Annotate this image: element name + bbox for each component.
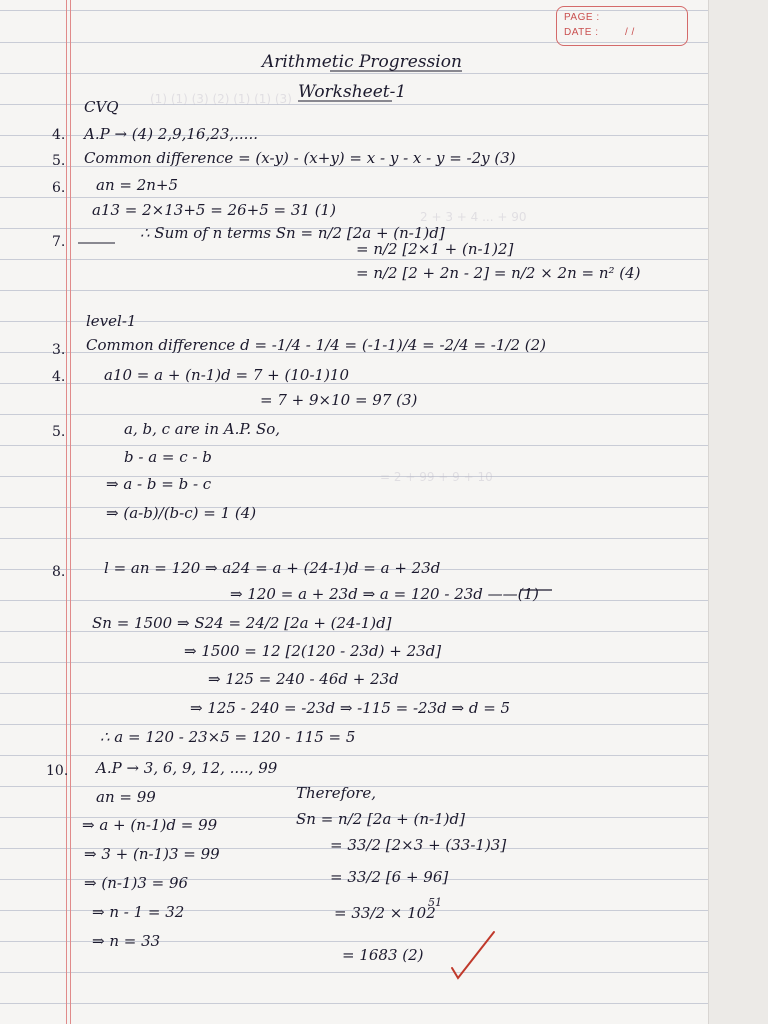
answer-line: a13 = 2×13+5 = 26+5 = 31 (1) (92, 201, 336, 219)
section-cvq: CVQ (84, 98, 119, 116)
answer-line: ⇒ n = 33 (92, 932, 161, 950)
bleed-through: = 2 + 99 + 9 + 10 (380, 470, 493, 484)
answer-line: = 33/2 × 102 (334, 904, 436, 922)
answer-line: ⇒ a + (n-1)d = 99 (82, 816, 218, 834)
answer-line: = 33/2 [6 + 96] (330, 868, 449, 886)
question-number: 4. (52, 369, 66, 385)
answer-line: ⇒ 120 = a + 23d ⇒ a = 120 - 23d ——(1) (230, 585, 539, 603)
superscript-note: 51 (428, 896, 442, 909)
answer-line: ⇒ 125 = 240 - 46d + 23d (208, 670, 399, 688)
page-title: Arithmetic Progression (262, 52, 462, 72)
bleed-through: 2 + 3 + 4 ... + 90 (420, 210, 527, 224)
page-subtitle: Worksheet-1 (298, 82, 407, 102)
answer-line: = n/2 [2 + 2n - 2] = n/2 × 2n = n² (4) (356, 264, 641, 282)
answer-line: = 7 + 9×10 = 97 (3) (260, 391, 418, 409)
question-number: 8. (52, 564, 66, 580)
answer-line: A.P → 3, 6, 9, 12, ...., 99 (96, 759, 278, 777)
answer-line: Common difference = (x-y) - (x+y) = x - y - x - y = -2y (3) (84, 149, 516, 167)
answer-line: Common difference d = -1/4 - 1/4 = (-1-1)/4 = -2/4 = -1/2 (2) (86, 336, 547, 354)
answer-line: Therefore, (296, 784, 376, 802)
answer-line: b - a = c - b (124, 448, 212, 466)
page-label: PAGE : (564, 12, 600, 23)
question-number: 4. (52, 127, 66, 143)
answer-line: = n/2 [2×1 + (n-1)2] (356, 240, 514, 258)
answer-line: l = an = 120 ⇒ a24 = a + (24-1)d = a + 23d (104, 559, 441, 577)
answer-line: an = 99 (96, 788, 156, 806)
section-level-1: level-1 (86, 312, 137, 330)
question-number: 3. (52, 342, 66, 358)
answer-line: an = 2n+5 (96, 176, 179, 194)
question-number: 5. (52, 424, 66, 440)
bleed-through: (1) (1) (3) (2) (1) (1) (3) (150, 92, 292, 106)
date-value: / / (625, 27, 635, 38)
answer-line: ⇒ 125 - 240 = -23d ⇒ -115 = -23d ⇒ d = 5 (190, 699, 511, 717)
answer-line: ⇒ 1500 = 12 [2(120 - 23d) + 23d] (184, 642, 442, 660)
answer-line: ⇒ 3 + (n-1)3 = 99 (84, 845, 220, 863)
answer-line: = 1683 (2) (342, 946, 424, 964)
answer-line: ⇒ (n-1)3 = 96 (84, 874, 189, 892)
question-number: 6. (52, 180, 66, 196)
answer-line: Sn = 1500 ⇒ S24 = 24/2 [2a + (24-1)d] (92, 614, 392, 632)
date-label: DATE : (564, 27, 599, 38)
answer-line: ⇒ n - 1 = 32 (92, 903, 185, 921)
question-number: 10. (46, 763, 69, 779)
answer-line: Sn = n/2 [2a + (n-1)d] (296, 810, 465, 828)
answer-line: ⇒ a - b = b - c (106, 475, 212, 493)
question-number: 7. (52, 234, 66, 250)
answer-line: = 33/2 [2×3 + (33-1)3] (330, 836, 507, 854)
answer-line: ∴ a = 120 - 23×5 = 120 - 115 = 5 (100, 728, 356, 746)
answer-line: ∴ Sum of n terms Sn = n/2 [2a + (n-1)d] (140, 224, 445, 242)
answer-line: a10 = a + (n-1)d = 7 + (10-1)10 (104, 366, 350, 384)
answer-line: a, b, c are in A.P. So, (124, 420, 281, 438)
answer-line: ⇒ (a-b)/(b-c) = 1 (4) (106, 504, 257, 522)
check-mark-icon (452, 932, 494, 978)
answer-line: A.P → (4) 2,9,16,23,..... (84, 125, 258, 143)
question-number: 5. (52, 153, 66, 169)
